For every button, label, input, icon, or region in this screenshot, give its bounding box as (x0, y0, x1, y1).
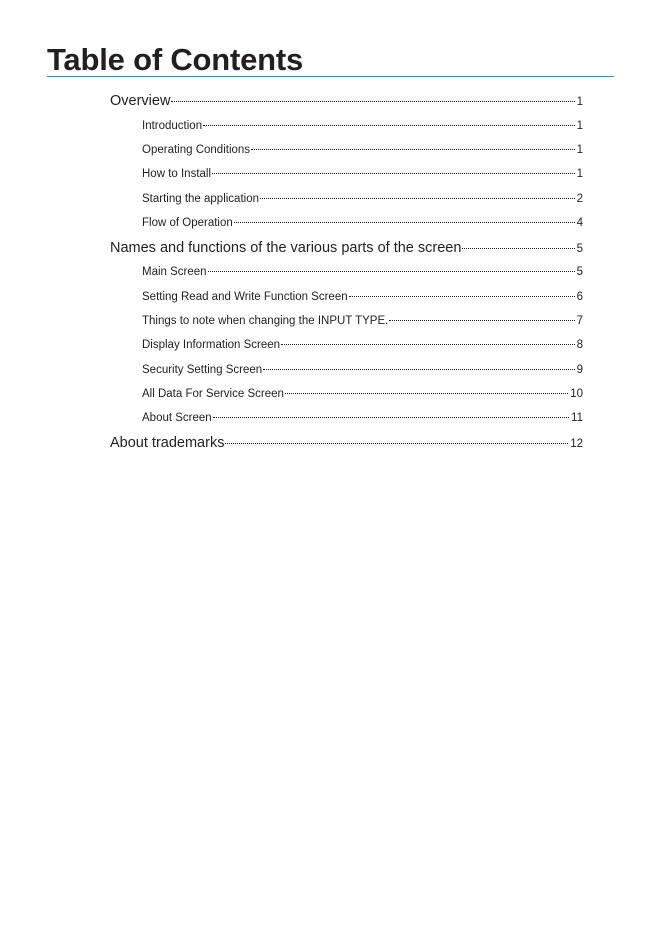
toc-page-number: 1 (576, 96, 583, 108)
dot-leader (234, 222, 575, 223)
toc-entry-text: Things to note when changing the INPUT TYPE. (142, 314, 389, 327)
dot-leader (213, 417, 569, 418)
dot-leader (208, 271, 575, 272)
toc-entry-text: How to Install (142, 168, 212, 181)
toc-entry-text: About trademarks (110, 434, 225, 451)
toc-entry-text: All Data For Service Screen (142, 388, 284, 401)
dot-leader (212, 173, 575, 174)
toc-entry-security-setting[interactable] (110, 358, 583, 382)
toc-entry-text: Operating Conditions (142, 143, 251, 156)
page-title: Table of Contents (47, 42, 304, 77)
toc-entry-text: Main Screen (142, 266, 207, 279)
toc-entry-text: Names and functions of the various parts of the screen (110, 239, 462, 256)
toc-entry-flow-of-operation[interactable] (110, 211, 583, 235)
toc-entry-operating-conditions[interactable] (110, 138, 583, 162)
toc-entry-overview[interactable] (110, 89, 583, 114)
dot-leader (285, 393, 568, 394)
dot-leader (260, 198, 575, 199)
toc-entry-text: About Screen (142, 412, 212, 425)
dot-leader (171, 101, 574, 102)
toc-entry-about-screen[interactable] (110, 406, 583, 430)
toc-entry-starting-the-application[interactable] (110, 187, 583, 211)
toc-entry-display-information[interactable] (110, 333, 583, 357)
toc-page-number: 2 (576, 192, 583, 205)
toc-entry-about-trademarks[interactable] (110, 431, 583, 456)
dot-leader (263, 369, 574, 370)
toc-page-number: 10 (570, 388, 583, 401)
toc-page-number: 12 (570, 437, 583, 450)
toc-page-number: 5 (576, 266, 583, 279)
toc-page-number: 8 (576, 339, 583, 352)
toc-page-number: 4 (576, 217, 583, 230)
dot-leader (203, 125, 574, 126)
toc-entry-text: Starting the application (142, 192, 259, 205)
toc-page-number: 5 (576, 242, 583, 255)
toc-entry-how-to-install[interactable] (110, 162, 583, 186)
toc-entry-text: Display Information Screen (142, 339, 281, 352)
toc-entry-text: Flow of Operation (142, 217, 233, 230)
toc-entry-all-data-for-service[interactable] (110, 382, 583, 406)
dot-leader (389, 320, 574, 321)
toc-page-number: 9 (576, 363, 583, 376)
toc-entry-text: Setting Read and Write Function Screen (142, 290, 348, 303)
toc-entry-names-and-functions[interactable] (110, 236, 583, 261)
title-rule (47, 76, 614, 77)
toc-page-number: 7 (576, 314, 583, 327)
dot-leader (251, 149, 575, 150)
dot-leader (349, 296, 575, 297)
toc-entry-text: Overview (110, 93, 171, 109)
toc-page-number: 1 (576, 143, 583, 156)
dot-leader (462, 248, 574, 249)
toc-entry-introduction[interactable] (110, 114, 583, 138)
toc-page-number: 11 (571, 412, 583, 425)
toc-page-number: 1 (576, 168, 583, 181)
toc-entry-text: Introduction (142, 119, 203, 132)
toc-page-number: 6 (576, 290, 583, 303)
toc-entry-main-screen[interactable] (110, 260, 583, 284)
table-of-contents (110, 89, 583, 455)
dot-leader (281, 344, 575, 345)
toc-page-number: 1 (576, 119, 583, 132)
toc-entry-text: Security Setting Screen (142, 363, 263, 376)
toc-entry-setting-read-write[interactable] (110, 285, 583, 309)
toc-entry-input-type-notes[interactable] (110, 309, 583, 333)
dot-leader (225, 443, 568, 444)
